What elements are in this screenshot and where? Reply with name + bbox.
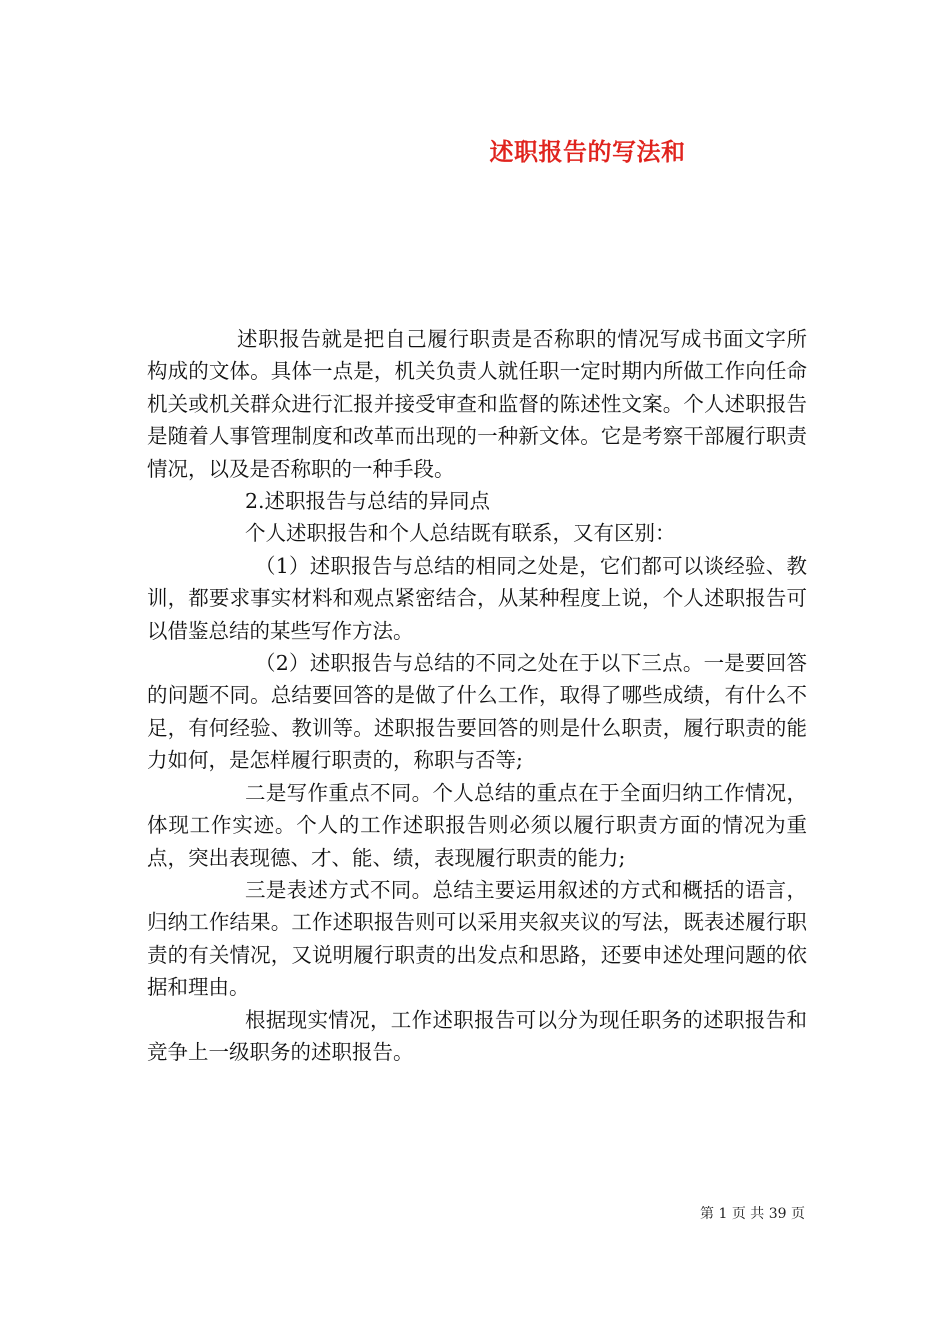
paragraph-differences: （2）述职报告与总结的不同之处在于以下三点。一是要回答的问题不同。总结要回答的是做了什么工作，取得了哪些成绩，有什么不足，有何经验、教训等。述职报告要回答的则是什么职责，履行职责的能力如何，是怎样履行职责的，称职与否等; <box>147 651 807 773</box>
page-number-footer: 第 1 页 共 39 页 <box>700 1206 805 1222</box>
paragraph-section-heading: 2.述职报告与总结的异同点 <box>245 489 491 514</box>
document-body <box>147 323 807 1068</box>
document-title: 述职报告的写法和 <box>489 137 686 166</box>
paragraph-style-difference: 三是表述方式不同。总结主要运用叙述的方式和概括的语言，归纳工作结果。工作述职报告则可以采用夹叙夹议的写法，既表述履行职责的有关情况，又说明履行职责的出发点和思路，还要申述处理问题的依据和理由。 <box>147 877 807 1000</box>
paragraph-definition: 述职报告就是把自己履行职责是否称职的情况写成书面文字所构成的文体。具体一点是，机关负责人就任职一定时期内所做工作向任命机关或机关群众进行汇报并接受审查和监督的陈述性文案。个人述职报告是随着人事管理制度和改革而出现的一种新文体。它是考察干部履行职责情况，以及是否称职的一种手段。 <box>147 327 807 481</box>
paragraph-intro: 个人述职报告和个人总结既有联系，又有区别： <box>245 521 676 546</box>
paragraph-focus-difference: 二是写作重点不同。个人总结的重点在于全面归纳工作情况，体现工作实迹。个人的工作述职报告则必须以履行职责方面的情况为重点，突出表现德、才、能、绩，表现履行职责的能力; <box>147 780 807 870</box>
paragraph-classification: 根据现实情况，工作述职报告可以分为现任职务的述职报告和竞争上一级职务的述职报告。 <box>147 1007 807 1064</box>
paragraph-similarities: （1）述职报告与总结的相同之处是，它们都可以谈经验、教训，都要求事实材料和观点紧密结合，从某种程度上说，个人述职报告可以借鉴总结的某些写作方法。 <box>147 553 807 643</box>
